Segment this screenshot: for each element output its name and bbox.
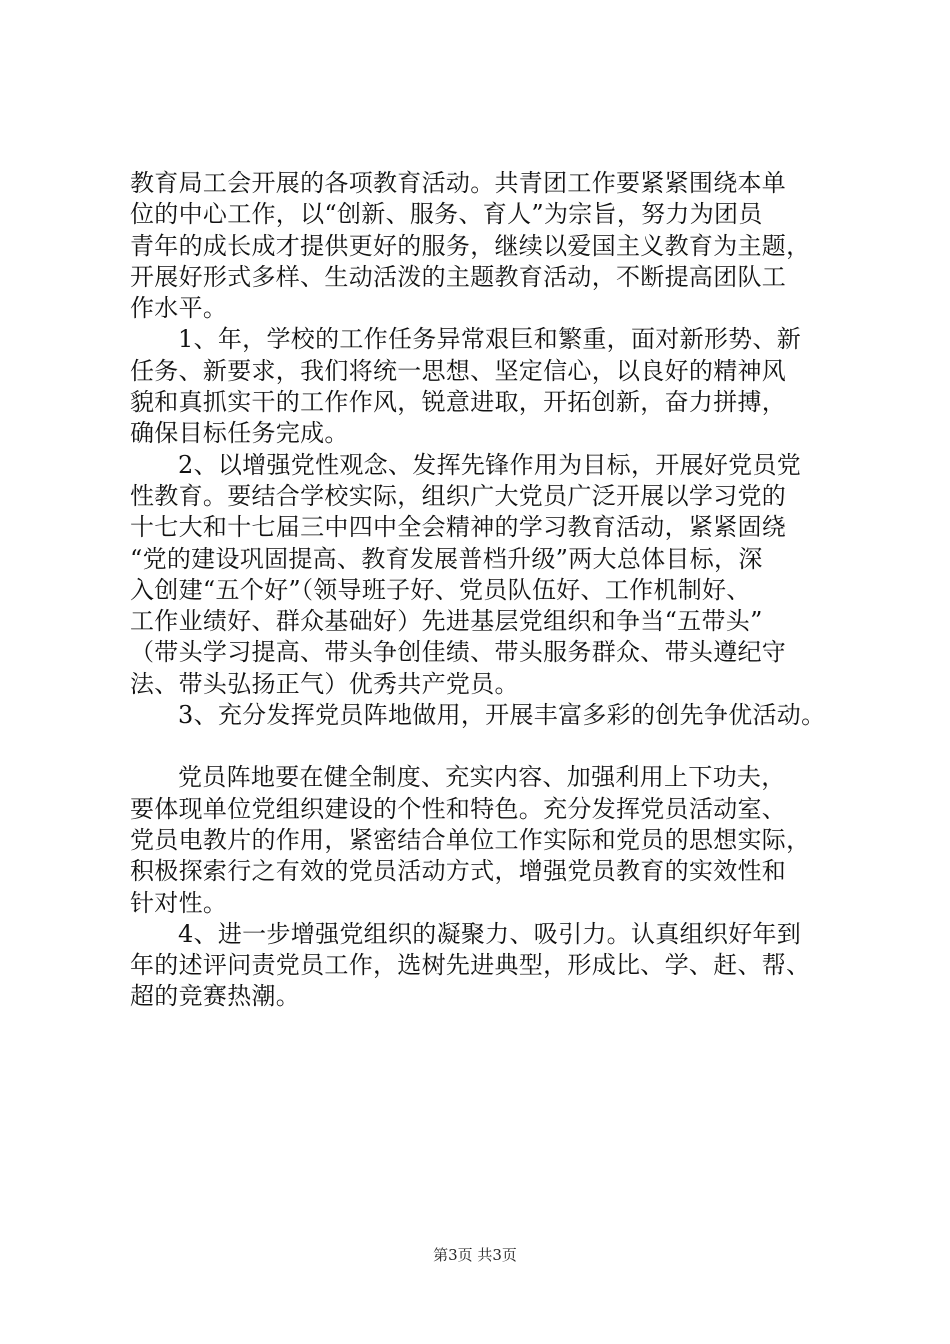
text-line: 积极探索行之有效的党员活动方式，增强党员教育的实效性和 <box>130 857 787 886</box>
text-line: 1、年，学校的工作任务异常艰巨和繁重，面对新形势、新 <box>178 325 802 354</box>
text-line: 3、充分发挥党员阵地做用，开展丰富多彩的创先争优活动。 <box>178 701 826 730</box>
text-line: 开展好形式多样、生动活泼的主题教育活动，不断提高团队工 <box>130 262 787 291</box>
text-line: 超的竞赛热潮。 <box>130 982 301 1011</box>
paragraph-item-3 <box>130 700 850 731</box>
paragraph-item-4 <box>130 919 850 1013</box>
text-line: 十七大和十七届三中四中全会精神的学习教育活动，紧紧固绕 <box>130 513 787 542</box>
text-line: 入创建“五个好”（领导班子好、党员队伍好、工作机制好、 <box>130 575 751 604</box>
page-number-footer: 第3页 共3页 <box>433 1246 517 1264</box>
text-line: 确保目标任务完成。 <box>130 419 349 448</box>
paragraph-item-1 <box>130 324 850 449</box>
text-line: 党员电教片的作用，紧密结合单位工作实际和党员的思想实际， <box>130 825 811 854</box>
text-line: 法、带头弘扬正气）优秀共产党员。 <box>130 669 519 698</box>
text-line: 青年的成长成才提供更好的服务，继续以爱国主义教育为主题， <box>130 231 811 260</box>
text-line: 年的述评问责党员工作，选树先进典型，形成比、学、赶、帮、 <box>130 951 811 980</box>
document-body <box>130 168 850 1013</box>
text-line: 4、进一步增强党组织的凝聚力、吸引力。认真组织好年到 <box>178 919 802 948</box>
text-line: 党员阵地要在健全制度、充实内容、加强利用上下功夫， <box>178 763 786 792</box>
text-line: 任务、新要求，我们将统一思想、坚定信心，以良好的精神风 <box>130 356 787 385</box>
text-line: （带头学习提高、带头争创佳绩、带头服务群众、带头遵纪守 <box>130 638 787 667</box>
text-line: “党的建设巩固提高、教育发展普档升级”两大总体目标，深 <box>130 544 763 573</box>
text-line: 要体现单位党组织建设的个性和特色。充分发挥党员活动室、 <box>130 794 787 823</box>
paragraph-position <box>130 762 850 918</box>
text-line: 位的中心工作，以“创新、服务、育人”为宗旨，努力为团员 <box>130 200 763 229</box>
text-line: 作水平。 <box>130 294 228 323</box>
paragraph-intro <box>130 168 850 324</box>
text-line: 貌和真抓实干的工作作风，锐意进取，开拓创新，奋力拼搏， <box>130 388 787 417</box>
text-line: 2、以增强党性观念、发挥先锋作用为目标，开展好党员党 <box>178 450 802 479</box>
text-line: 性教育。要结合学校实际，组织广大党员广泛开展以学习党的 <box>130 481 787 510</box>
paragraph-item-2 <box>130 450 850 700</box>
text-line: 针对性。 <box>130 888 228 917</box>
text-line: 教育局工会开展的各项教育活动。共青团工作要紧紧围绕本单 <box>130 169 787 197</box>
text-line: 工作业绩好、群众基础好）先进基层党组织和争当“五带头” <box>130 607 763 636</box>
